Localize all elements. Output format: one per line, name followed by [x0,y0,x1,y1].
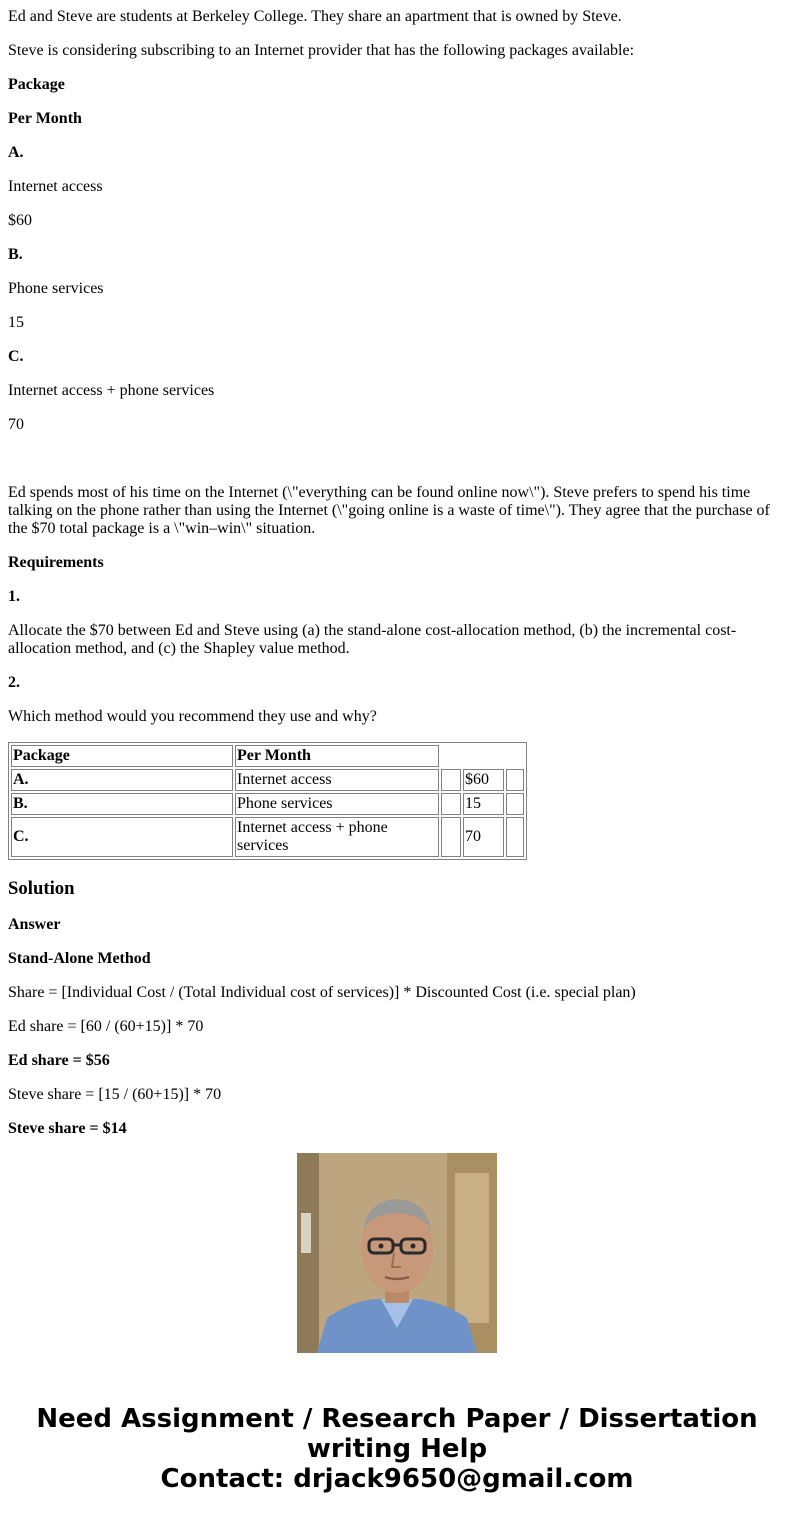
table-row [11,793,524,815]
table-row [11,817,524,857]
method-label: Stand-Alone Method [8,950,151,967]
list-header-per-month: Per Month [8,110,82,127]
blank-line [8,450,778,468]
promo-contact[interactable]: Contact: drjack9650@gmail.com [160,1464,634,1494]
solution-heading: Solution [8,878,75,899]
list-name-b: Phone services [8,280,104,297]
table-cell-letter: A. [11,769,233,791]
table-row [11,769,524,791]
table-header-per-month: Per Month [235,745,439,767]
table-cell-empty [506,817,524,857]
table-cell-price: 15 [463,793,504,815]
steve-share-calc: Steve share = [15 / (60+15)] * 70 [8,1086,222,1103]
list-letter-b: B. [8,246,23,263]
list-price-b: 15 [8,314,24,331]
table-cell-name: Phone services [235,793,439,815]
requirement-1-text: Allocate the $70 between Ed and Steve using (a) the stand-alone cost-allocation method, (b) the incremental cost-allocation method, and (c) the Shapley value method. [8,622,737,657]
promo-section [0,1122,794,1523]
list-header-package: Package [8,76,65,93]
list-name-a: Internet access [8,178,103,195]
table-header-package: Package [11,745,233,767]
promo-line-2: writing Help [306,1434,488,1464]
table-cell-price: $60 [463,769,504,791]
table-cell-empty [506,793,524,815]
table-cell-name: Internet access + phone services [235,817,439,857]
document-body [8,0,778,1137]
requirements-label: Requirements [8,554,104,571]
considering-text: Steve is considering subscribing to an Internet provider that has the following packages available: [8,42,635,59]
ed-share-result: Ed share = $56 [8,1052,110,1069]
steve-share-result: Steve share = $14 [8,1120,127,1137]
share-formula: Share = [Individual Cost / (Total Individual cost of services)] * Discounted Cost (i.e. special plan) [8,984,636,1001]
table-cell-empty [441,817,461,857]
requirement-2-text: Which method would you recommend they use and why? [8,708,377,725]
table-cell-empty [441,793,461,815]
list-name-c: Internet access + phone services [8,382,215,399]
package-table [8,742,527,860]
avatar [297,1153,497,1353]
table-header-empty [441,745,524,767]
answer-label: Answer [8,916,61,933]
promo-text [0,1404,794,1494]
table-cell-letter: B. [11,793,233,815]
story-text: Ed spends most of his time on the Internet (\"everything can be found online now\"). Steve prefers to spend his time talking on the phone rather than using the Internet (\"going online is a waste of time\"). They agree that the purchase of the $70 total package is a \"win–win\" situation. [8,484,770,537]
list-price-c: 70 [8,416,24,433]
table-cell-letter: C. [11,817,233,857]
requirement-1-number: 1. [8,588,20,605]
table-header-row [11,745,524,767]
requirement-2-number: 2. [8,674,20,691]
promo-line-1: Need Assignment / Research Paper / Dissertation [36,1404,758,1434]
ed-share-calc: Ed share = [60 / (60+15)] * 70 [8,1018,204,1035]
intro-text: Ed and Steve are students at Berkeley College. They share an apartment that is owned by Steve. [8,8,622,25]
list-letter-a: A. [8,144,24,161]
table-cell-empty [506,769,524,791]
list-price-a: $60 [8,212,32,229]
person-photo-icon [297,1153,497,1353]
table-cell-price: 70 [463,817,504,857]
list-letter-c: C. [8,348,24,365]
table-cell-empty [441,769,461,791]
table-cell-name: Internet access [235,769,439,791]
